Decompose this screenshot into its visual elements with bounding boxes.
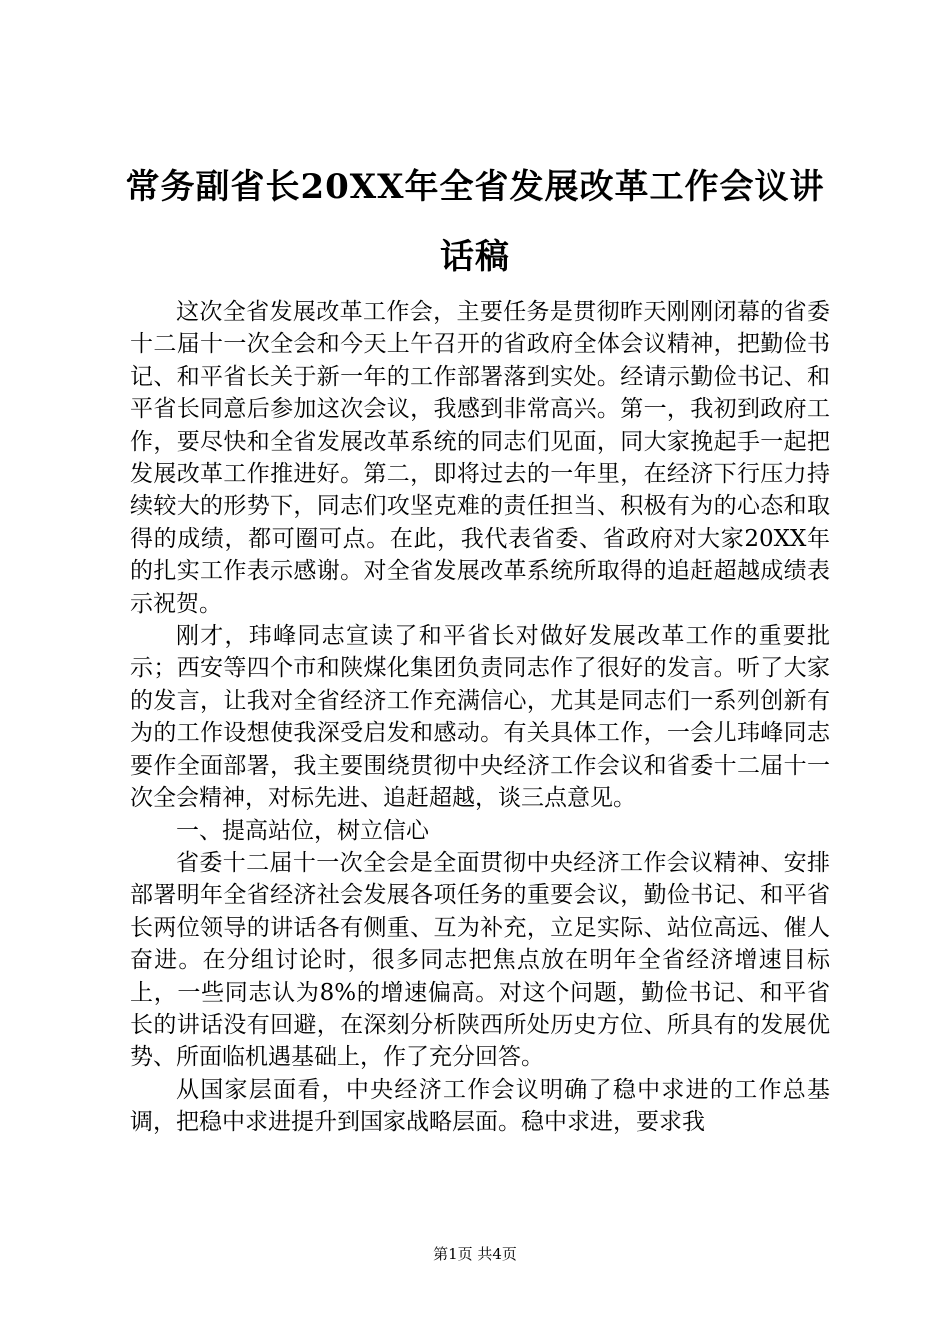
document-title-line-2: 话稿 — [440, 237, 510, 277]
page-number-footer: 第1页 共4页 — [433, 1245, 517, 1263]
paragraph-4: 从国家层面看，中央经济工作会议明确了稳中求进的工作总基调，把稳中求进提升到国家战略层面。稳中求进，要求我 — [130, 1076, 830, 1136]
document-body — [130, 296, 830, 1139]
paragraph-1: 这次全省发展改革工作会，主要任务是贯彻昨天刚刚闭幕的省委十二届十一次全会和今天上午召开的省政府全体会议精神，把勤俭书记、和平省长关于新一年的工作部署落到实处。经请示勤俭书记、和平省长同意后参加这次会议，我感到非常高兴。第一，我初到政府工作，要尽快和全省发展改革系统的同志们见面，同大家挽起手一起把发展改革工作推进好。第二，即将过去的一年里，在经济下行压力持续较大的形势下，同志们攻坚克难的责任担当、积极有为的心态和取得的成绩，都可圈可点。在此，我代表省委、省政府对大家20XX年的扎实工作表示感谢。对全省发展改革系统所取得的追赶超越成绩表示祝贺。 — [130, 299, 830, 617]
paragraph-2: 刚才，玮峰同志宣读了和平省长对做好发展改革工作的重要批示；西安等四个市和陕煤化集团负责同志作了很好的发言。听了大家的发言，让我对全省经济工作充满信心，尤其是同志们一系列创新有为的工作设想使我深受启发和感动。有关具体工作，一会儿玮峰同志要作全面部署，我主要围绕贯彻中央经济工作会议和省委十二届十一次全会精神，对标先进、追赶超越，谈三点意见。 — [130, 623, 830, 812]
paragraph-3: 省委十二届十一次全会是全面贯彻中央经济工作会议精神、安排部署明年全省经济社会发展各项任务的重要会议，勤俭书记、和平省长两位领导的讲话各有侧重、互为补充，立足实际、站位高远、催人奋进。在分组讨论时，很多同志把焦点放在明年全省经济增速目标上，一些同志认为8%的增速偏高。对这个问题，勤俭书记、和平省长的讲话没有回避，在深刻分析陕西所处历史方位、所具有的发展优势、所面临机遇基础上，作了充分回答。 — [130, 849, 830, 1071]
document-title-line-1: 常务副省长20XX年全省发展改革工作会议讲 — [125, 167, 825, 207]
section-heading-1: 一、提高站位，树立信心 — [176, 817, 429, 844]
